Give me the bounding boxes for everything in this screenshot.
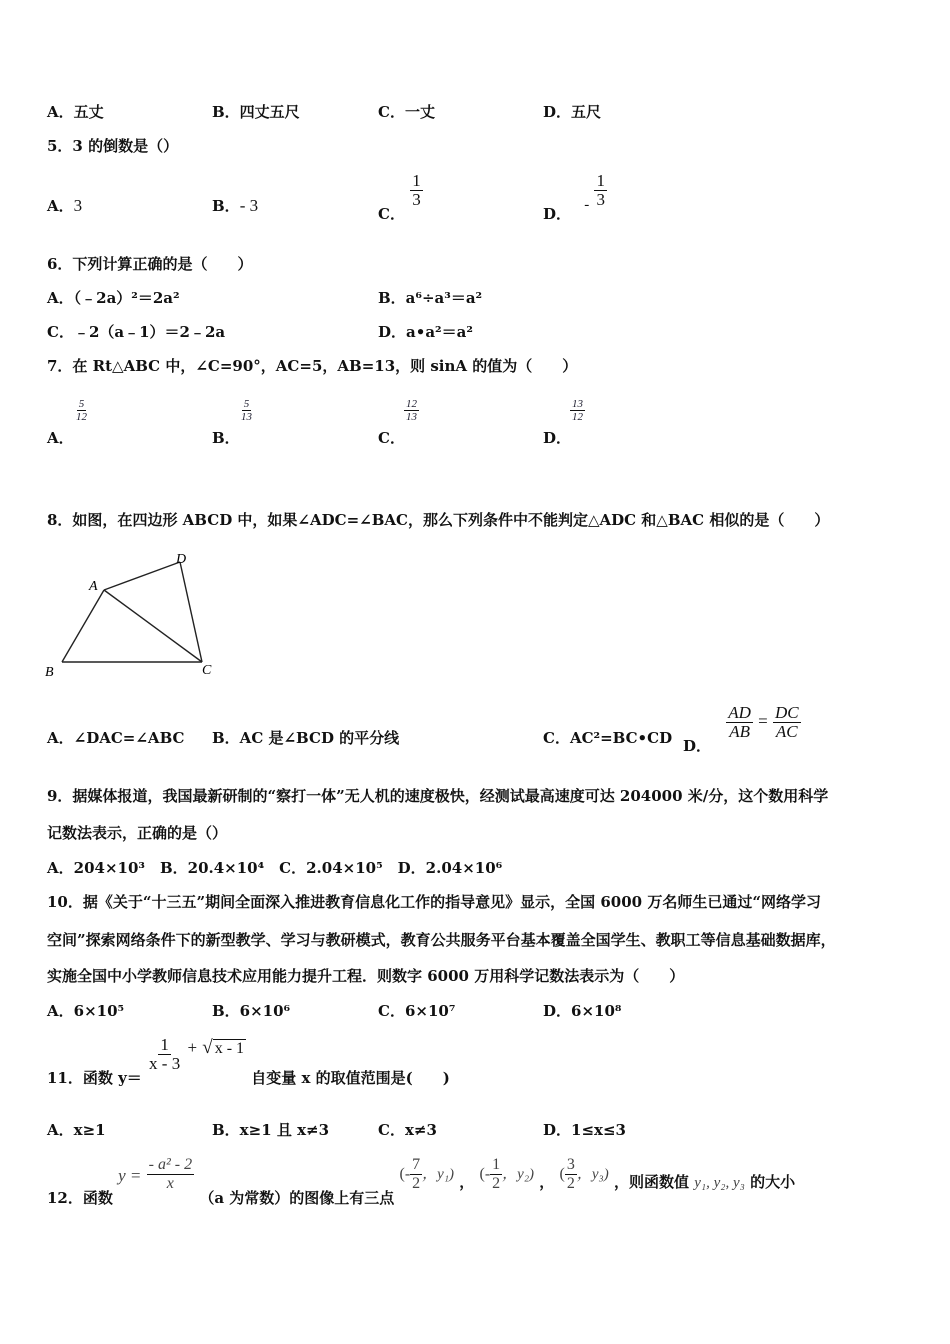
segment-ac (104, 590, 202, 662)
q12-p2-num: 1 (492, 1156, 501, 1173)
q11-option-a: A．x≥1 (47, 1121, 106, 1139)
q5-b-value: - 3 (239, 196, 259, 215)
q7-b-den: 13 (241, 411, 252, 423)
q10-stem-line-1: 10．据《关于“十三五”期间全面深入推进教育信息化工作的指导意见》显示，全国 6000 万名师生已通过“网络学习 (47, 893, 821, 911)
q12-function-fraction (147, 1156, 194, 1193)
q9-options: A．204×10³ B．20.4×10⁴ C．2.04×10⁵ D．2.04×10⁶ (47, 859, 503, 877)
q12-p3-y: ，y₃) (576, 1166, 609, 1183)
q7-c-label: C． (378, 429, 405, 447)
q4-option-a: A．五丈 (47, 103, 104, 121)
q6-stem: 6．下列计算正确的是（ ） (47, 255, 253, 273)
q8-option-a: A．∠DAC=∠ABC (47, 729, 185, 747)
q8-d-f1-den: AB (729, 722, 750, 741)
quadrilateral-figure (44, 550, 219, 682)
q8-option-b: B．AC 是∠BCD 的平分线 (212, 729, 400, 747)
q5-a-value: 3 (73, 196, 83, 215)
q5-b-label: B． (212, 197, 240, 215)
q5-c-label: C． (378, 204, 405, 223)
q8-d-label: D． (683, 736, 712, 755)
q5-d-sign: - (584, 196, 590, 213)
q7-option-a (47, 398, 87, 447)
q5-d-num: 1 (596, 171, 605, 190)
q7-d-num: 13 (572, 398, 583, 410)
q12-p3-open: ( (559, 1165, 565, 1183)
q11-stem (47, 1035, 450, 1087)
q7-a-label: A． (47, 429, 74, 447)
q5-a-label: A． (47, 197, 74, 215)
q7-b-num: 5 (243, 398, 250, 410)
q12-frac-den: x (166, 1175, 174, 1192)
q7-d-den: 12 (572, 411, 583, 423)
q11-option-c: C．x≠3 (378, 1121, 437, 1139)
q5-stem: 5．3 的倒数是（） (47, 137, 179, 155)
q9-stem-line-1: 9．据媒体报道，我国最新研制的“察打一体”无人机的速度极快，经测试最高速度可达 204000 米/分，这个数用科学 (47, 787, 829, 805)
q12-p1-num: 7 (412, 1156, 421, 1173)
vertex-label-a: A (89, 579, 98, 594)
q12-sep-2: ， (539, 1172, 555, 1191)
q7-a-fraction (74, 398, 89, 423)
q12-p1-sign: (- (399, 1165, 411, 1183)
q12-y-eq: y = (118, 1165, 142, 1185)
q5-d-fraction (594, 172, 607, 209)
q12-p3-num: 3 (566, 1156, 575, 1173)
q12-p2-sign: (- (479, 1165, 491, 1183)
q8-stem: 8．如图，在四边形 ABCD 中，如果∠ADC=∠BAC，那么下列条件中不能判定△ADC 和△BAC 相似的是（ ） (47, 511, 830, 529)
q12-tail-prefix: ，则函数值 (613, 1172, 689, 1191)
q9-stem-line-2: 记数法表示，正确的是（） (47, 824, 228, 842)
q5-c-fraction (410, 172, 423, 209)
q7-option-b (212, 398, 252, 447)
q5-d-den: 3 (596, 190, 605, 209)
vertex-label-c: C (202, 663, 212, 678)
q8-d-fraction-2 (773, 704, 801, 741)
q12-sep-1: ， (459, 1172, 475, 1191)
q12-prefix: 12．函数 (47, 1188, 113, 1207)
q5-d-label: D． (543, 204, 572, 223)
q11-stem-suffix: 自变量 x 的取值范围是( ) (251, 1068, 450, 1087)
q7-b-fraction (239, 398, 254, 423)
q7-c-den: 13 (406, 411, 417, 423)
segment-ad (104, 562, 180, 590)
q10-stem-line-2: 空间”探索网络条件下的新型教学、学习与教研模式，教育公共服务平台基本覆盖全国学生、教职工等信息基础数据库， (47, 931, 836, 949)
q7-c-fraction (404, 398, 419, 423)
q6-option-a: A．（﹣2a）²＝2a² (47, 289, 180, 307)
q12-param-note: （a 为常数）的图像上有三点 (199, 1188, 395, 1207)
q7-option-c (378, 398, 417, 447)
q11-option-b: B．x≥1 且 x≠3 (212, 1121, 330, 1139)
q12-tail-vars: y₁, y₂, y₃ (694, 1174, 745, 1191)
q11-option-d: D．1≤x≤3 (543, 1121, 626, 1139)
q12-p3-den: 2 (566, 1175, 575, 1192)
q10-option-a: A．6×10⁵ (47, 1002, 125, 1020)
q8-d-equals: = (758, 711, 768, 731)
q5-option-a (47, 196, 82, 216)
q12-p1-y: ，y₁) (422, 1166, 455, 1183)
q11-frac-num: 1 (160, 1035, 169, 1054)
q5-c-den: 3 (412, 190, 421, 209)
q5-option-d (543, 171, 607, 223)
q8-d-f2-den: AC (775, 722, 798, 741)
q8-option-c: C．AC²=BC•CD (543, 729, 673, 747)
q12-tail-suffix: 的大小 (750, 1172, 796, 1191)
q8-option-d (683, 703, 801, 755)
q6-option-b: B．a⁶÷a³＝a² (378, 289, 483, 307)
q11-radicand: x - 1 (214, 1039, 245, 1057)
q10-option-d: D．6×10⁸ (543, 1002, 622, 1020)
q10-option-b: B．6×10⁶ (212, 1002, 291, 1020)
q8-d-fraction-1 (726, 704, 753, 741)
q11-frac-den: x - 3 (149, 1054, 181, 1073)
q11-fraction (147, 1036, 182, 1073)
q12-p2-fraction (490, 1156, 502, 1193)
q10-option-c: C．6×10⁷ (378, 1002, 456, 1020)
q10-stem-line-3: 实施全国中小学教师信息技术应用能力提升工程．则数字 6000 万用科学记数法表示为（ ） (47, 967, 685, 985)
vertex-label-b: B (45, 665, 54, 680)
q7-stem: 7．在 Rt△ABC 中，∠C=90°，AC=5，AB=13，则 sinA 的值为（ ） (47, 357, 578, 375)
q12-stem (47, 1156, 796, 1207)
q5-option-c (378, 171, 423, 223)
segment-dc (180, 562, 202, 662)
q6-option-d: D．a•a²＝a² (378, 323, 473, 341)
q6-option-c: C．﹣2（a﹣1）＝2﹣2a (47, 323, 226, 341)
q4-option-b: B．四丈五尺 (212, 103, 300, 121)
q12-p1-den: 2 (412, 1175, 421, 1192)
q12-p3-fraction (565, 1156, 577, 1193)
q12-p1-fraction (410, 1156, 422, 1193)
segment-ba (62, 590, 104, 662)
q8-d-f2-num: DC (774, 703, 799, 722)
q11-plus: + (187, 1037, 198, 1057)
q7-b-label: B． (212, 429, 240, 447)
q5-c-num: 1 (412, 171, 421, 190)
q7-a-den: 12 (76, 411, 87, 423)
q12-p2-y: ，y₂) (502, 1166, 535, 1183)
q7-c-num: 12 (406, 398, 417, 410)
q11-stem-prefix: 11．函数 y＝ (47, 1068, 142, 1087)
q12-frac-num: - a² - 2 (148, 1156, 193, 1173)
sqrt-icon: √ (202, 1036, 213, 1058)
q8-d-f1-num: AD (728, 703, 751, 722)
q7-d-label: D． (543, 429, 572, 447)
q5-option-b (212, 196, 258, 216)
q12-p2-den: 2 (492, 1175, 501, 1192)
q7-d-fraction (570, 398, 585, 423)
vertex-label-d: D (176, 552, 187, 567)
q7-option-d (543, 398, 583, 447)
q4-option-d: D．五尺 (543, 103, 602, 121)
q7-a-num: 5 (78, 398, 85, 410)
q4-option-c: C．一丈 (378, 103, 435, 121)
